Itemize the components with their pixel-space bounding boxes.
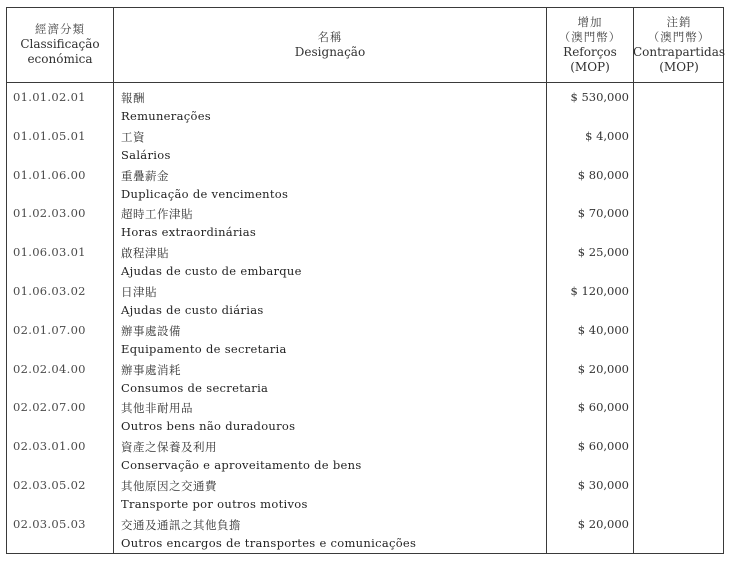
row-name-pt: Equipamento de secretaria — [121, 341, 287, 356]
row-code: 02.02.07.00 — [13, 400, 86, 415]
row-code: 01.06.03.01 — [13, 245, 86, 260]
row-name-zh: 日津貼 — [121, 284, 157, 299]
row-amount: $ 25,000 — [577, 245, 629, 260]
header-classification — [7, 8, 113, 81]
row-code: 01.01.06.00 — [13, 167, 86, 182]
row-amount: $ 30,000 — [577, 477, 629, 492]
row-name-pt: Outros encargos de transportes e comunicações — [121, 535, 417, 550]
row-name-pt: Duplicação de vencimentos — [121, 186, 289, 201]
header-designation — [114, 8, 546, 81]
row-amount: $ 4,000 — [585, 128, 629, 143]
row-name-pt: Consumos de secretaria — [121, 380, 269, 395]
row-amount: $ 60,000 — [577, 400, 629, 415]
row-name-zh: 超時工作津貼 — [121, 207, 193, 222]
row-name-pt: Ajudas de custo diárias — [121, 302, 264, 317]
row-code: 02.03.01.00 — [13, 439, 86, 454]
row-name-pt: Horas extraordinárias — [121, 225, 257, 240]
row-name-pt: Transporte por outros motivos — [121, 496, 308, 511]
budget-table — [6, 7, 724, 554]
header-classification-zh: 經濟分類 — [35, 22, 85, 36]
row-amount: $ 40,000 — [577, 322, 629, 337]
row-name-zh: 其他原因之交通費 — [121, 478, 217, 493]
header-reinforcements — [547, 8, 633, 81]
row-amount: $ 20,000 — [577, 516, 629, 531]
row-name-pt: Remunerações — [121, 109, 212, 123]
header-reinforcements-zh1: 增加 — [577, 14, 603, 29]
header-designation-pt: Designação — [294, 44, 366, 59]
row-name-zh: 重疊薪金 — [121, 168, 169, 183]
row-name-zh: 啟程津貼 — [121, 246, 169, 261]
row-name-pt: Outros bens não duradouros — [121, 419, 296, 434]
row-code: 02.03.05.03 — [13, 516, 86, 531]
row-name-zh: 辦事處消耗 — [121, 362, 181, 377]
row-name-zh: 工資 — [121, 129, 145, 144]
table-row — [7, 397, 725, 436]
header-counterparts-zh2: （澳門幣） — [647, 29, 711, 44]
row-name-pt: Conservação e aproveitamento de bens — [121, 458, 362, 473]
row-name-zh: 其他非耐用品 — [121, 401, 193, 416]
table-row — [7, 436, 725, 475]
table-row — [7, 87, 725, 126]
row-name-pt: Ajudas de custo de embarque — [121, 264, 302, 279]
table-row — [7, 242, 725, 281]
header-reinforcements-zh2: （澳門幣） — [558, 29, 622, 44]
row-amount: $ 60,000 — [577, 439, 629, 454]
header-reinforcements-pt1: Reforços — [563, 44, 617, 59]
table-row — [7, 514, 725, 553]
row-code: 02.02.04.00 — [13, 361, 86, 376]
row-code: 01.01.02.01 — [13, 90, 86, 104]
row-code: 02.01.07.00 — [13, 322, 86, 337]
table-row — [7, 359, 725, 398]
row-amount: $ 20,000 — [577, 361, 629, 376]
table-row — [7, 165, 725, 204]
table-row — [7, 320, 725, 359]
row-code: 02.03.05.02 — [13, 477, 86, 492]
row-amount: $ 70,000 — [577, 206, 629, 221]
header-counterparts-pt1: Contrapartidas — [632, 44, 726, 59]
header-counterparts — [634, 8, 724, 81]
header-counterparts-zh1: 注銷 — [666, 14, 692, 29]
row-amount: $ 120,000 — [570, 283, 629, 298]
row-name-zh: 辦事處設備 — [121, 323, 181, 338]
row-amount: $ 530,000 — [570, 90, 629, 104]
row-code: 01.06.03.02 — [13, 283, 86, 298]
row-name-zh: 報酬 — [121, 91, 145, 105]
header-reinforcements-pt2: (MOP) — [570, 59, 610, 74]
row-code: 01.02.03.00 — [13, 206, 86, 221]
row-code: 01.01.05.01 — [13, 128, 86, 143]
header-counterparts-pt2: (MOP) — [659, 59, 699, 74]
header-divider — [7, 82, 723, 83]
header-designation-zh: 名稱 — [317, 29, 343, 44]
table-body — [7, 87, 725, 553]
table-row — [7, 475, 725, 514]
header-classification-pt2: económica — [27, 52, 93, 66]
header-classification-pt1: Classificação — [20, 37, 100, 51]
row-name-zh: 交通及通訊之其他負擔 — [121, 517, 241, 532]
row-name-zh: 資產之保養及利用 — [121, 440, 217, 455]
row-amount: $ 80,000 — [577, 167, 629, 182]
table-row — [7, 281, 725, 320]
row-name-pt: Salários — [121, 147, 171, 162]
table-row — [7, 203, 725, 242]
table-row — [7, 126, 725, 165]
